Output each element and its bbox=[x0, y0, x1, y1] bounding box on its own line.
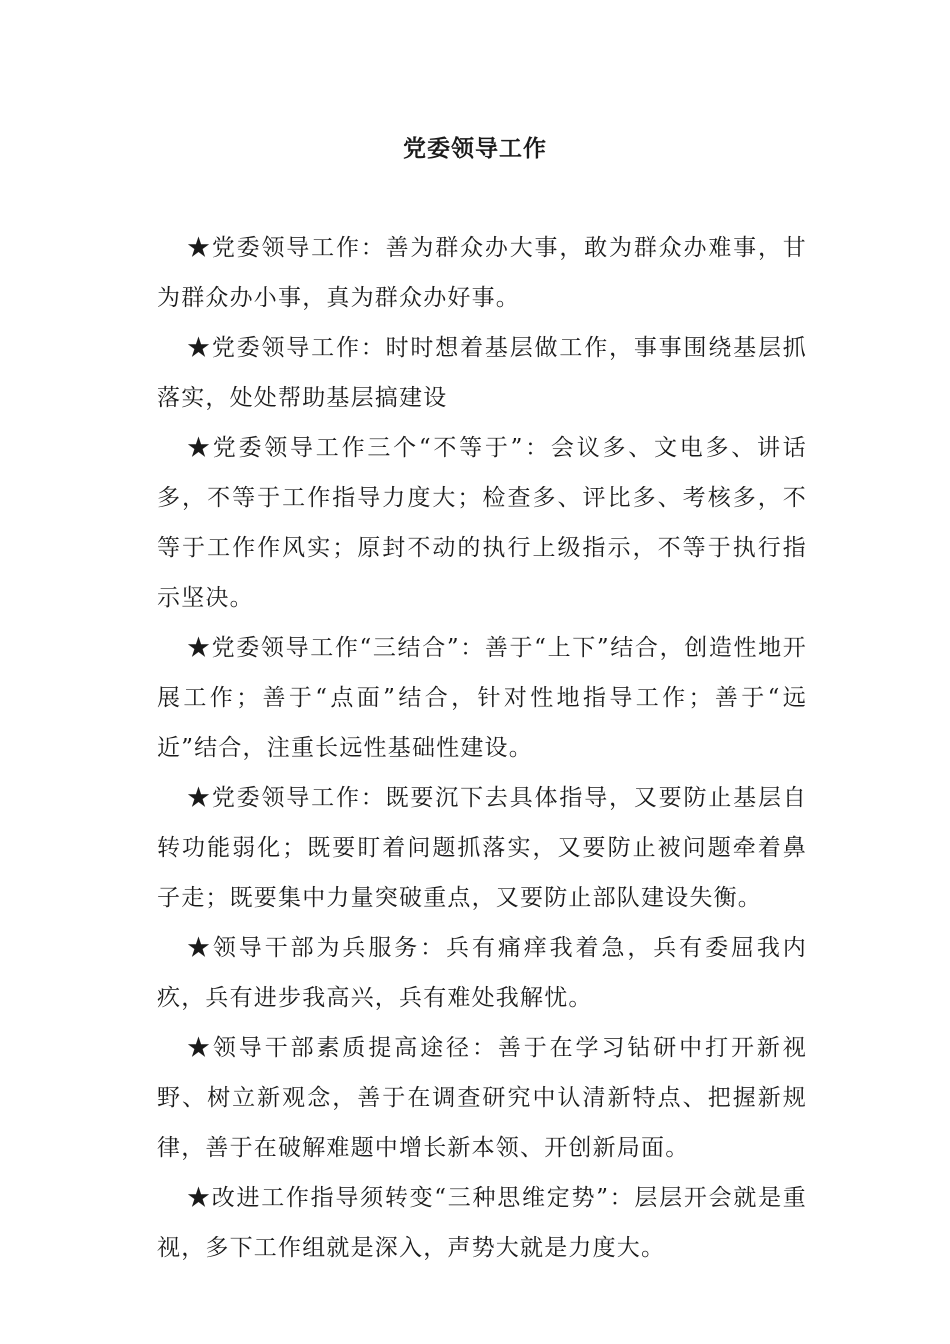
paragraph-1: ★党委领导工作：善为群众办大事，敢为群众办难事，甘为群众办小事，真为群众办好事。 bbox=[157, 235, 807, 311]
paragraph-8: ★改进工作指导须转变“三种思维定势”：层层开会就是重视，多下工作组就是深入，声势大就是力度大。 bbox=[157, 1185, 807, 1261]
paragraph-6: ★领导干部为兵服务：兵有痛痒我着急，兵有委屈我内疚，兵有进步我高兴，兵有难处我解忧。 bbox=[157, 935, 807, 1011]
document-title: 党委领导工作 bbox=[403, 135, 547, 162]
paragraph-7: ★领导干部素质提高途径：善于在学习钻研中打开新视野、树立新观念，善于在调查研究中认清新特点、把握新规律，善于在破解难题中增长新本领、开创新局面。 bbox=[157, 1035, 807, 1161]
paragraph-2: ★党委领导工作：时时想着基层做工作，事事围绕基层抓落实，处处帮助基层搞建设 bbox=[157, 335, 807, 411]
paragraph-5: ★党委领导工作：既要沉下去具体指导，又要防止基层自转功能弱化；既要盯着问题抓落实，又要防止被问题牵着鼻子走；既要集中力量突破重点，又要防止部队建设失衡。 bbox=[157, 785, 807, 911]
paragraph-4: ★党委领导工作“三结合”：善于“上下”结合，创造性地开展工作；善于“点面”结合，针对性地指导工作；善于“远近”结合，注重长远性基础性建设。 bbox=[157, 635, 807, 761]
document-body bbox=[157, 223, 807, 1273]
paragraph-3: ★党委领导工作三个“不等于”：会议多、文电多、讲话多，不等于工作指导力度大；检查多、评比多、考核多，不等于工作作风实；原封不动的执行上级指示，不等于执行指示坚决。 bbox=[157, 435, 807, 611]
